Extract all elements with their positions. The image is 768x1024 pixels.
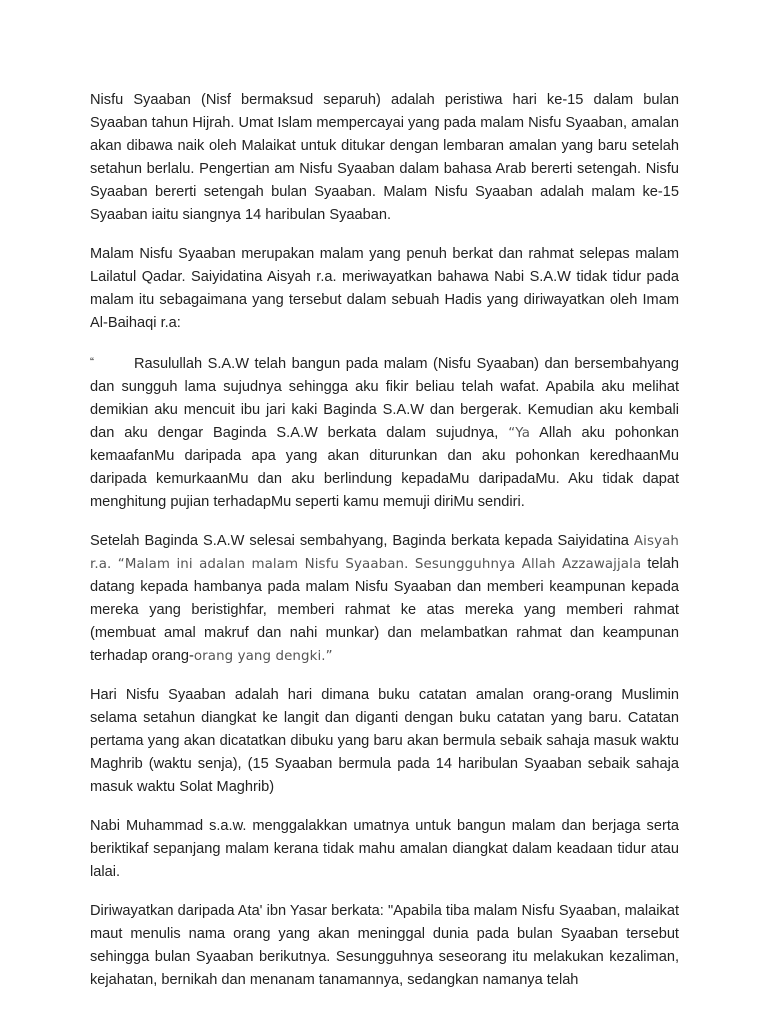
- paragraph-2: Malam Nisfu Syaaban merupakan malam yang penuh berkat dan rahmat selepas malam Lailatul Qadar. Saiyidatina Aisyah r.a. meriwayatkan bahawa Nabi S.A.W tidak tidur pada malam itu sebagaimana yang tersebut dalam sebuah Hadis yang diriwayatkan oleh Imam Al-Baihaqi r.a:: [90, 246, 679, 331]
- paragraph-1: Nisfu Syaaban (Nisf bermaksud separuh) adalah peristiwa hari ke-15 dalam bulan Syaaban tahun Hijrah. Umat Islam mempercayai yang pada malam Nisfu Syaaban, amalan akan dibawa naik oleh Malaikat untuk ditukar dengan lembaran amalan yang baru setelah setahun berlalu. Pengertian am Nisfu Syaaban dalam bahasa Arab bererti setengah. Nisfu Syaaban bererti setengah bulan Syaaban. Malam Nisfu Syaaban adalah malam ke-15 Syaaban iaitu siangnya 14 haribulan Syaaban.: [90, 92, 679, 223]
- paragraph-4: [90, 530, 679, 668]
- quote-text-part-3: Allah aku pohonkan kemaafanMu daripada apa yang akan diturunkan dan aku pohonkan keredhaanMu daripada kemurkaanMu dan aku berlindung kepadaMu daripadaMu. Aku tidak dapat menghitung pujian terhadapMu seperti kamu memuji diriMu sendiri.: [90, 425, 679, 510]
- document-body: [90, 89, 679, 1008]
- paragraph-4-part-3: telah datang kepada hambanya pada malam Nisfu Syaaban dan memberi keampunan kepada mereka yang beristighfar, memberi rahmat ke atas mereka yang memberi rahmat (membuat amal makruf dan nahi munkar) dan melambatkan rahmat dan keampunan terhadap orang-: [90, 556, 680, 664]
- paragraph-6: Nabi Muhammad s.a.w. menggalakkan umatnya untuk bangun malam dan berjaga serta beriktikaf sepanjang malam kerana tidak mahu amalan diangkat dalam keadaan tidur atau lalai.: [90, 818, 679, 880]
- paragraph-4-part-1: Setelah Baginda S.A.W selesai sembahyang, Baginda berkata kepada Saiyidatina: [90, 533, 634, 549]
- paragraph-3-hadith-quote: [90, 351, 679, 514]
- quote-text-part-1: Rasulullah S.A.W telah bangun pada malam (Nisfu Syaaban) dan bersembahyang dan sungguh lama sujudnya sehingga aku fikir beliau telah wafat. Apabila aku melihat demikian aku mencuit ibu jari kaki Baginda S.A.W dan bergerak. Kemudian aku kembali dan aku dengar Baginda S.A.W berkata dalam sujudnya,: [90, 356, 679, 441]
- paragraph-7: Diriwayatkan daripada Ata' ibn Yasar berkata: "Apabila tiba malam Nisfu Syaaban, malaikat maut menulis nama orang yang akan meninggal dunia pada bulan Syaaban tersebut sehingga bulan Syaaban berikutnya. Sesungguhnya seseorang itu melakukan kezaliman, kejahatan, bernikah dan menanam tanamannya, sedangkan namanya telah: [90, 903, 679, 988]
- paragraph-5: Hari Nisfu Syaaban adalah hari dimana buku catatan amalan orang-orang Muslimin selama setahun diangkat ke langit dan diganti dengan buku catatan yang baru. Catatan pertama yang akan dicatatkan dibuku yang baru akan bermula sebaik sahaja masuk waktu Maghrib (waktu senja), (15 Syaaban bermula pada 14 haribulan Syaaban sebaik sahaja masuk waktu Solat Maghrib): [90, 687, 679, 795]
- opening-quote-mark: “: [90, 355, 94, 369]
- paragraph-4-part-2: Aisyah r.a. “Malam ini adalan malam Nisfu Syaaban. Sesungguhnya Allah Azzawajjala: [90, 534, 679, 572]
- paragraph-4-part-4: orang yang dengki.”: [193, 649, 333, 664]
- quote-text-part-2: “Ya: [508, 426, 531, 441]
